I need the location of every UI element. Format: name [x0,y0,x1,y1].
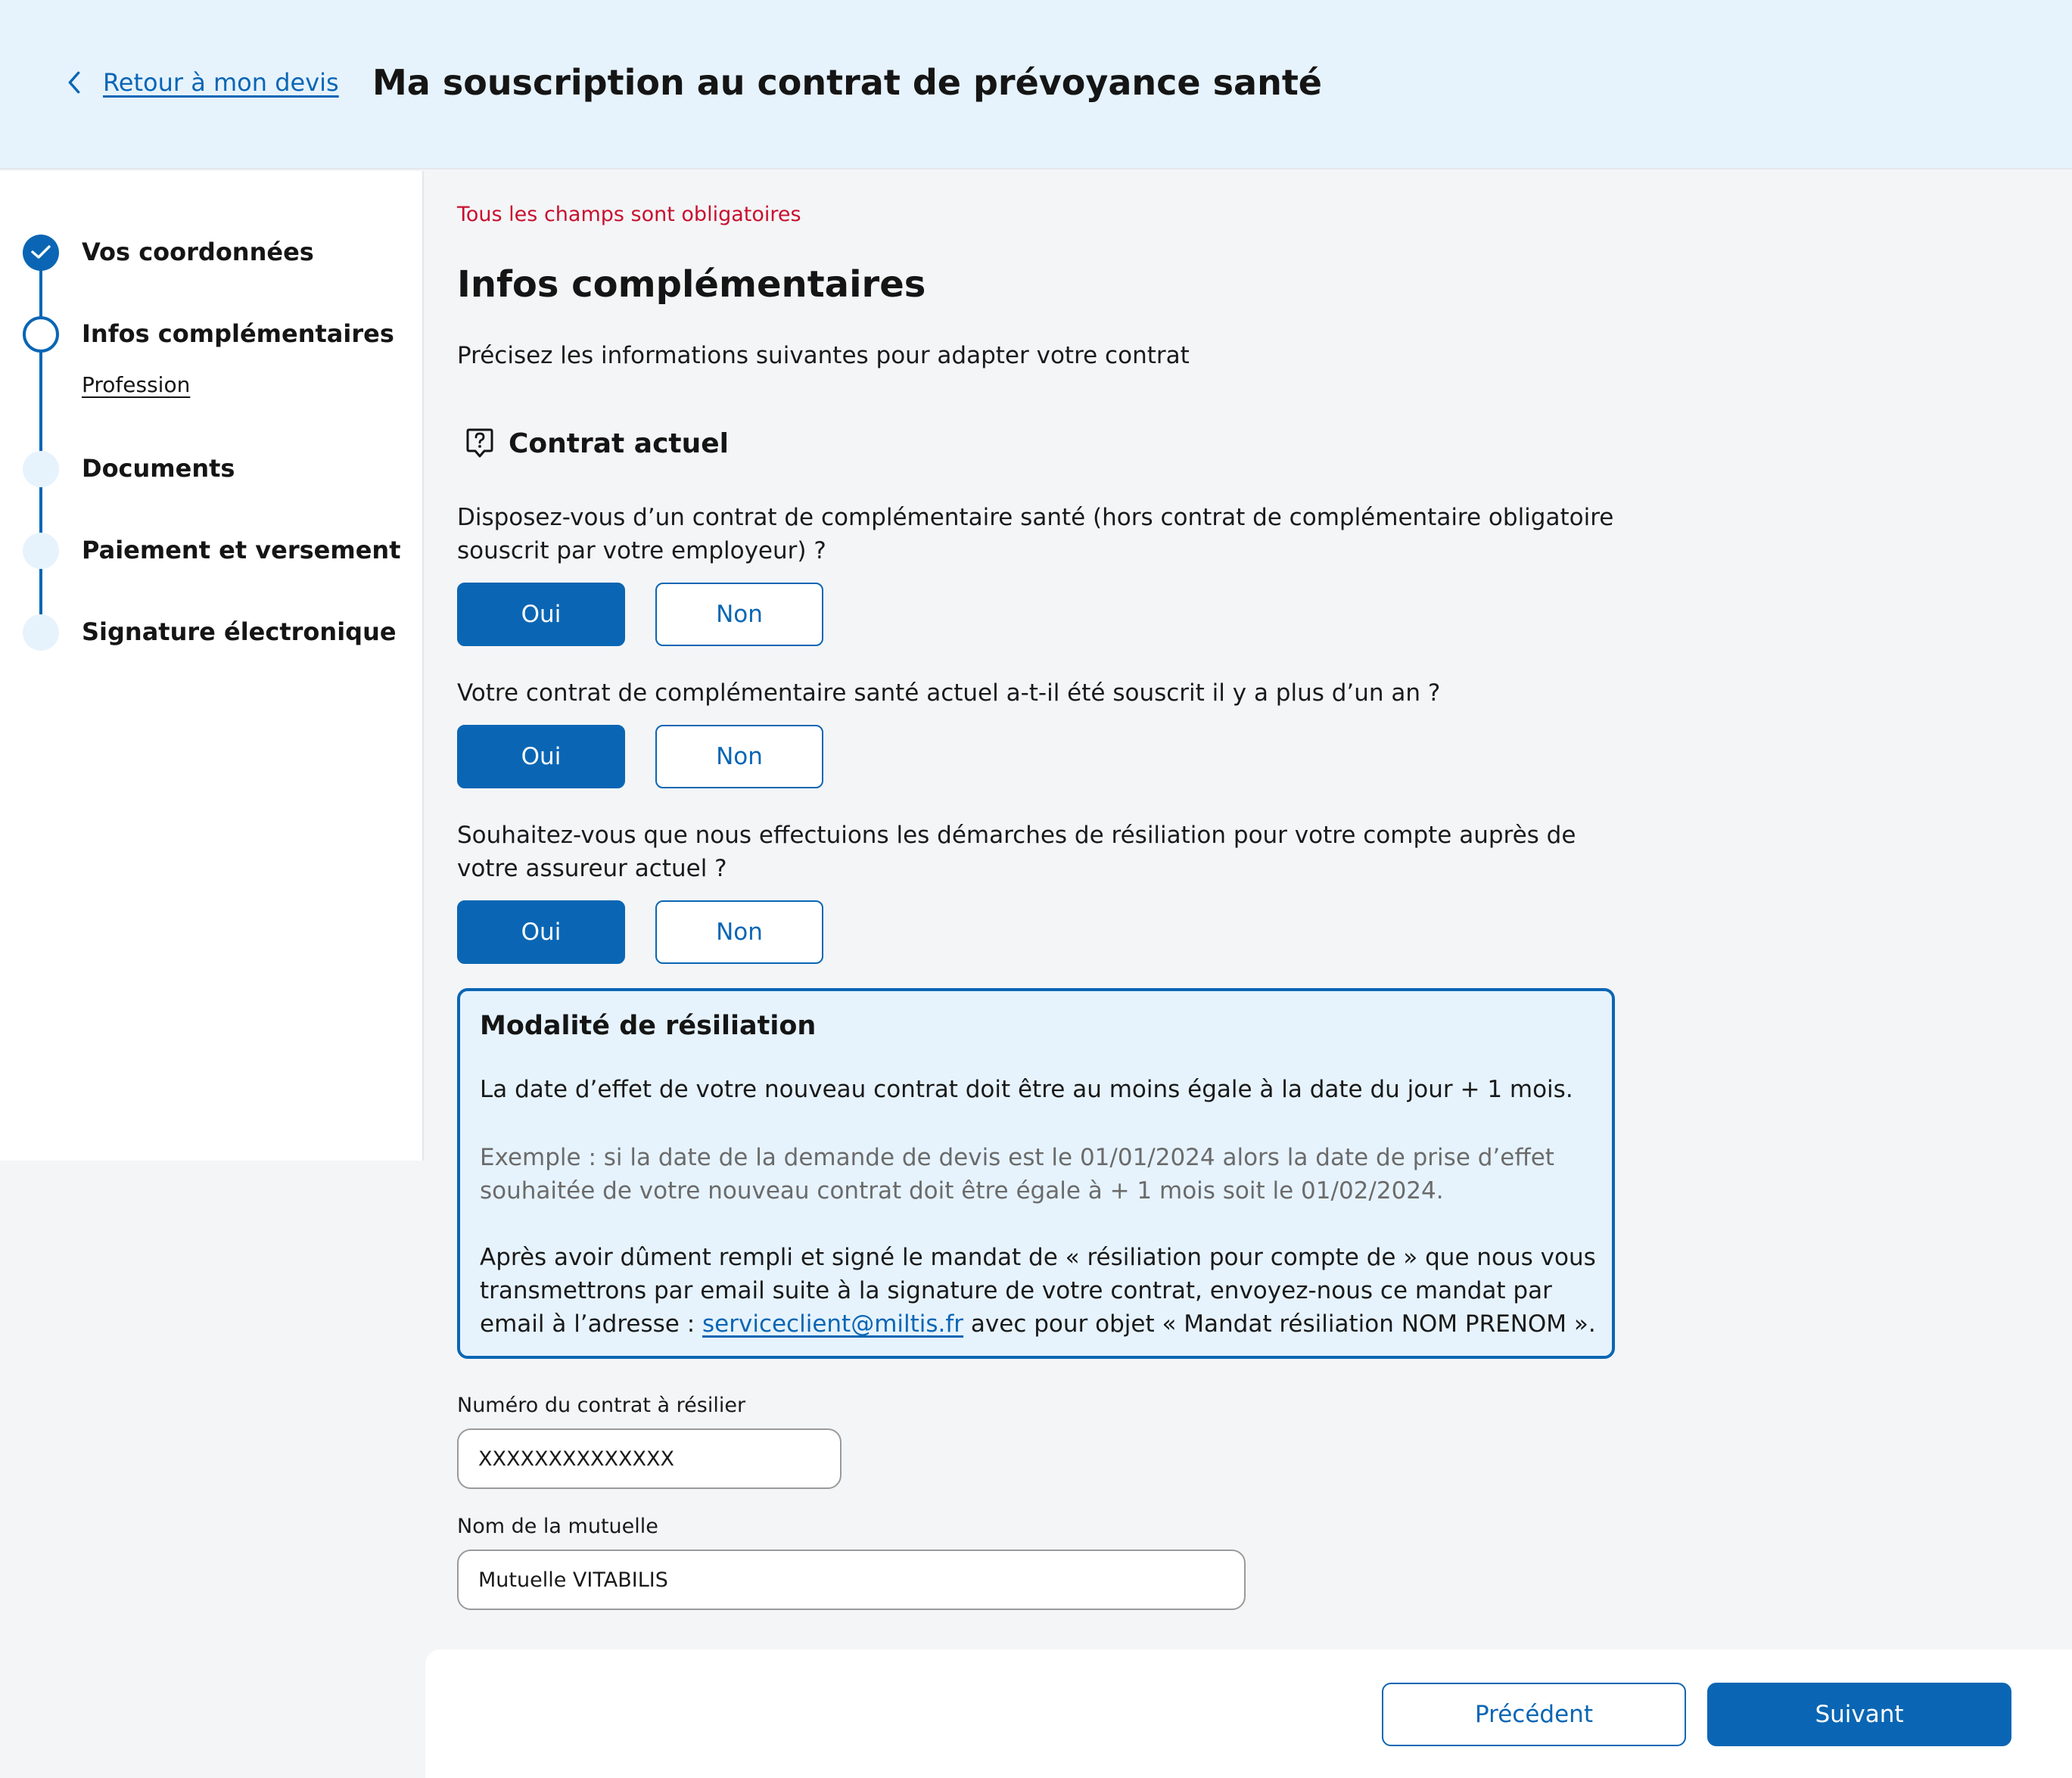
contract-number-input[interactable] [457,1428,842,1489]
info-box-instructions [480,1241,1600,1341]
sidebar-stepper [0,171,424,1161]
back-link-label[interactable]: Retour à mon devis [103,68,339,97]
yes-button[interactable]: Oui [457,725,625,788]
step-label: Documents [82,454,235,483]
next-button[interactable]: Suivant [1707,1683,2011,1746]
instructions-text-end: avec pour objet « Mandat résiliation NOM PRENOM ». [963,1310,1596,1338]
page-title: Ma souscription au contrat de prévoyance santé [372,62,1323,103]
question-document-icon [465,427,495,460]
step-current-indicator [23,316,59,353]
step-todo-indicator [23,451,59,487]
choice-group-q1 [457,583,823,646]
step-label: Signature électronique [82,617,397,646]
step-label: Vos coordonnées [82,238,314,266]
service-email-link[interactable]: serviceclient@miltis.fr [702,1310,964,1338]
footer-action-bar [425,1649,2072,1778]
instructions-text: Après avoir dûment rempli et signé le mandat de « résiliation pour compte de » que nous vous transmettrons par email suite à la signature de votre contrat, envoyez-nous ce mandat par email à l’adresse : [480,1244,1596,1338]
step-todo-indicator [23,533,59,569]
check-icon [30,244,51,260]
yes-button[interactable]: Oui [457,900,625,964]
mutuelle-name-input[interactable] [457,1550,1246,1610]
no-button[interactable]: Non [655,900,823,964]
no-button[interactable]: Non [655,583,823,646]
step-vos-coordonnees[interactable] [0,228,424,274]
section-title: Infos complémentaires [457,263,926,306]
mutuelle-name-label: Nom de la mutuelle [457,1515,658,1538]
step-signature-electronique[interactable] [0,608,424,654]
step-done-indicator [23,235,59,271]
subsection-contrat-actuel [465,427,729,460]
question-complementaire-sante: Disposez-vous d’un contrat de complémentaire santé (hors contrat de complémentaire obligatoire souscrit par votre employeur) ? [457,504,1614,564]
previous-button[interactable]: Précédent [1382,1683,1686,1746]
yes-button[interactable]: Oui [457,583,625,646]
step-documents[interactable] [0,445,424,490]
chevron-left-icon [64,70,85,95]
contract-number-label: Numéro du contrat à résilier [457,1394,746,1417]
section-description: Précisez les informations suivantes pour adapter votre contrat [457,342,1190,369]
back-to-quote-link[interactable] [64,68,339,97]
question-plus-d-un-an: Votre contrat de complémentaire santé actuel a-t-il été souscrit il y a plus d’un an ? [457,679,1441,707]
page-header [0,0,2072,169]
subsection-title: Contrat actuel [509,427,730,459]
step-label: Paiement et versement [82,536,401,564]
step-paiement-versement[interactable] [0,527,424,572]
step-infos-complementaires[interactable] [0,310,424,356]
substep-profession-link[interactable]: Profession [82,372,191,397]
step-label: Infos complémentaires [82,319,394,348]
choice-group-q2 [457,725,823,788]
no-button[interactable]: Non [655,725,823,788]
resiliation-info-box [457,988,1615,1359]
required-fields-note: Tous les champs sont obligatoires [457,203,801,226]
question-demarches-resiliation: Souhaitez-vous que nous effectuions les démarches de résiliation pour votre compte auprès de votre assureur actuel ? [457,822,1576,882]
choice-group-q3 [457,900,823,964]
info-box-title: Modalité de résiliation [480,1011,817,1041]
info-box-example: Exemple : si la date de la demande de devis est le 01/01/2024 alors la date de prise d’effet souhaitée de votre nouveau contrat doit être égale à + 1 mois soit le 01/02/2024. [480,1144,1554,1205]
info-box-paragraph: La date d’effet de votre nouveau contrat doit être au moins égale à la date du jour + 1 mois. [480,1076,1573,1103]
step-todo-indicator [23,614,59,651]
